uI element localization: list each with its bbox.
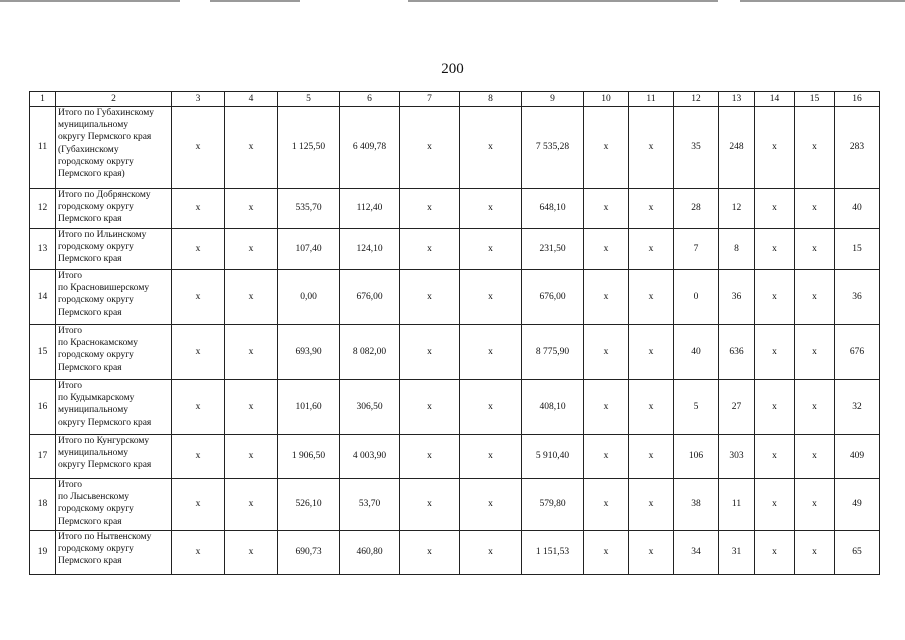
territory-name-line: городскому округу: [58, 504, 134, 515]
value-cell: 5: [674, 380, 719, 435]
value-cell: 12: [719, 189, 755, 229]
territory-name-line: округу Пермского края: [58, 417, 152, 428]
value-cell: x: [225, 325, 278, 380]
value-cell: x: [172, 479, 225, 531]
table-row: [30, 435, 880, 479]
value-cell: 106: [674, 435, 719, 479]
territory-name: [56, 270, 172, 325]
column-header: 3: [172, 92, 225, 107]
scan-edge-line: [740, 0, 905, 2]
value-cell: x: [172, 107, 225, 189]
value-cell: 579,80: [522, 479, 584, 531]
value-cell: x: [795, 325, 835, 380]
table-row: [30, 531, 880, 575]
value-cell: 65: [835, 531, 880, 575]
value-cell: x: [584, 325, 629, 380]
value-cell: 676: [835, 325, 880, 380]
value-cell: 15: [835, 229, 880, 270]
territory-name-line: Пермского края: [58, 254, 122, 265]
value-cell: x: [584, 435, 629, 479]
territory-name-line: Итого: [58, 326, 83, 336]
column-header: 1: [30, 92, 56, 107]
value-cell: 283: [835, 107, 880, 189]
value-cell: 409: [835, 435, 880, 479]
row-number: 16: [30, 380, 56, 435]
value-cell: x: [400, 107, 460, 189]
territory-name-line: по Красновишерскому: [58, 283, 150, 294]
value-cell: 8: [719, 229, 755, 270]
value-cell: x: [172, 531, 225, 575]
value-cell: x: [225, 479, 278, 531]
value-cell: x: [225, 435, 278, 479]
value-cell: 40: [835, 189, 880, 229]
value-cell: x: [460, 107, 522, 189]
value-cell: 303: [719, 435, 755, 479]
territory-name-line: Итого по Кунгурскому: [58, 436, 150, 446]
table-body: [30, 92, 880, 575]
territory-name-line: округу Пермского края: [58, 132, 152, 143]
territory-name-line: Итого по Добрянскому: [58, 190, 151, 200]
value-cell: x: [629, 229, 674, 270]
value-cell: x: [460, 380, 522, 435]
value-cell: 49: [835, 479, 880, 531]
scan-edge-line: [408, 0, 718, 2]
value-cell: x: [400, 479, 460, 531]
value-cell: 34: [674, 531, 719, 575]
value-cell: 8 082,00: [340, 325, 400, 380]
value-cell: 36: [835, 270, 880, 325]
value-cell: x: [755, 325, 795, 380]
table-row: [30, 479, 880, 531]
value-cell: 53,70: [340, 479, 400, 531]
value-cell: x: [172, 325, 225, 380]
table-row: [30, 380, 880, 435]
value-cell: 408,10: [522, 380, 584, 435]
territory-name-line: по Лысьвенскому: [58, 492, 129, 503]
table-row: [30, 270, 880, 325]
table-row: [30, 325, 880, 380]
territory-name: [56, 479, 172, 531]
territory-name-line: Итого: [58, 381, 83, 391]
territory-name-line: городскому округу: [58, 544, 134, 555]
table-row: [30, 107, 880, 189]
value-cell: x: [629, 531, 674, 575]
territory-name-line: городскому округу: [58, 156, 134, 167]
row-number: 19: [30, 531, 56, 575]
value-cell: x: [755, 229, 795, 270]
territory-name-line: муниципальному: [58, 120, 128, 131]
territory-name-line: по Кудымкарскому: [58, 393, 135, 404]
column-header: 14: [755, 92, 795, 107]
header-row: [30, 92, 880, 107]
column-header: 6: [340, 92, 400, 107]
scan-edge-line: [0, 0, 180, 2]
value-cell: x: [584, 189, 629, 229]
value-cell: 636: [719, 325, 755, 380]
value-cell: 248: [719, 107, 755, 189]
territory-name: [56, 229, 172, 270]
value-cell: x: [400, 229, 460, 270]
value-cell: 676,00: [522, 270, 584, 325]
territory-name: [56, 325, 172, 380]
scan-edge-line: [210, 0, 300, 2]
value-cell: x: [225, 380, 278, 435]
value-cell: x: [795, 531, 835, 575]
territory-name-line: по Краснокамскому: [58, 338, 138, 349]
value-cell: 690,73: [278, 531, 340, 575]
value-cell: x: [460, 229, 522, 270]
value-cell: 0,00: [278, 270, 340, 325]
column-header: 16: [835, 92, 880, 107]
territory-name-line: Итого по Нытвенскому: [58, 532, 152, 542]
territory-name: [56, 435, 172, 479]
value-cell: x: [460, 531, 522, 575]
value-cell: x: [584, 107, 629, 189]
column-header: 8: [460, 92, 522, 107]
value-cell: 7: [674, 229, 719, 270]
value-cell: 101,60: [278, 380, 340, 435]
value-cell: x: [795, 479, 835, 531]
value-cell: x: [629, 325, 674, 380]
territory-name-line: городскому округу: [58, 202, 134, 213]
territory-name-line: Пермского края): [58, 169, 125, 180]
value-cell: x: [225, 189, 278, 229]
value-cell: 40: [674, 325, 719, 380]
value-cell: x: [172, 435, 225, 479]
territory-name-line: Пермского края: [58, 214, 122, 225]
value-cell: x: [629, 270, 674, 325]
value-cell: x: [460, 270, 522, 325]
value-cell: 4 003,90: [340, 435, 400, 479]
territory-name-line: городскому округу: [58, 242, 134, 253]
territory-name-line: округу Пермского края: [58, 460, 152, 471]
row-number: 13: [30, 229, 56, 270]
value-cell: x: [584, 380, 629, 435]
value-cell: 1 906,50: [278, 435, 340, 479]
value-cell: 6 409,78: [340, 107, 400, 189]
value-cell: 231,50: [522, 229, 584, 270]
territory-name: [56, 531, 172, 575]
value-cell: x: [460, 189, 522, 229]
value-cell: 36: [719, 270, 755, 325]
value-cell: x: [629, 380, 674, 435]
value-cell: 27: [719, 380, 755, 435]
value-cell: x: [584, 531, 629, 575]
value-cell: 28: [674, 189, 719, 229]
territory-name-line: муниципальному: [58, 448, 128, 459]
value-cell: 1 125,50: [278, 107, 340, 189]
column-header: 13: [719, 92, 755, 107]
value-cell: x: [460, 479, 522, 531]
value-cell: x: [400, 325, 460, 380]
column-header: 9: [522, 92, 584, 107]
row-number: 14: [30, 270, 56, 325]
value-cell: 648,10: [522, 189, 584, 229]
value-cell: 676,00: [340, 270, 400, 325]
value-cell: x: [755, 531, 795, 575]
value-cell: x: [795, 435, 835, 479]
value-cell: 526,10: [278, 479, 340, 531]
row-number: 18: [30, 479, 56, 531]
value-cell: x: [172, 380, 225, 435]
territory-name-line: Итого: [58, 480, 83, 490]
value-cell: 112,40: [340, 189, 400, 229]
value-cell: 107,40: [278, 229, 340, 270]
value-cell: 124,10: [340, 229, 400, 270]
value-cell: 535,70: [278, 189, 340, 229]
territory-name-line: Итого: [58, 271, 83, 281]
value-cell: x: [172, 270, 225, 325]
value-cell: x: [795, 189, 835, 229]
value-cell: x: [795, 229, 835, 270]
value-cell: x: [629, 189, 674, 229]
value-cell: 35: [674, 107, 719, 189]
value-cell: 31: [719, 531, 755, 575]
value-cell: 1 151,53: [522, 531, 584, 575]
row-number: 17: [30, 435, 56, 479]
territory-name: [56, 107, 172, 189]
value-cell: 0: [674, 270, 719, 325]
value-cell: x: [172, 189, 225, 229]
value-cell: x: [225, 270, 278, 325]
value-cell: x: [584, 270, 629, 325]
value-cell: x: [225, 229, 278, 270]
value-cell: x: [400, 380, 460, 435]
column-header: 12: [674, 92, 719, 107]
value-cell: x: [460, 325, 522, 380]
value-cell: x: [460, 435, 522, 479]
value-cell: x: [629, 479, 674, 531]
column-header: 11: [629, 92, 674, 107]
column-header: 4: [225, 92, 278, 107]
value-cell: 7 535,28: [522, 107, 584, 189]
territory-name-line: Пермского края: [58, 307, 122, 318]
territory-name-line: (Губахинскому: [58, 144, 119, 155]
territory-name-line: Пермского края: [58, 362, 122, 373]
column-header: 2: [56, 92, 172, 107]
territory-name-line: городскому округу: [58, 350, 134, 361]
territory-name: [56, 380, 172, 435]
value-cell: x: [755, 189, 795, 229]
column-header: 10: [584, 92, 629, 107]
territory-name-line: Итого по Ильинскому: [58, 230, 147, 240]
value-cell: x: [400, 435, 460, 479]
value-cell: 38: [674, 479, 719, 531]
value-cell: x: [172, 229, 225, 270]
value-cell: x: [225, 531, 278, 575]
value-cell: x: [755, 479, 795, 531]
value-cell: x: [584, 229, 629, 270]
row-number: 11: [30, 107, 56, 189]
row-number: 12: [30, 189, 56, 229]
territory-name-line: городскому округу: [58, 295, 134, 306]
value-cell: 8 775,90: [522, 325, 584, 380]
data-table: [29, 91, 880, 575]
value-cell: x: [400, 531, 460, 575]
territory-name-line: Итого по Губахинскому: [58, 108, 155, 118]
value-cell: x: [755, 380, 795, 435]
value-cell: x: [225, 107, 278, 189]
column-header: 7: [400, 92, 460, 107]
value-cell: x: [755, 107, 795, 189]
row-number: 15: [30, 325, 56, 380]
value-cell: x: [629, 107, 674, 189]
value-cell: x: [400, 189, 460, 229]
value-cell: x: [755, 435, 795, 479]
table-row: [30, 189, 880, 229]
territory-name-line: Пермского края: [58, 516, 122, 527]
value-cell: x: [584, 479, 629, 531]
column-header: 15: [795, 92, 835, 107]
value-cell: x: [795, 270, 835, 325]
territory-name-line: Пермского края: [58, 556, 122, 567]
value-cell: 460,80: [340, 531, 400, 575]
value-cell: x: [400, 270, 460, 325]
value-cell: 11: [719, 479, 755, 531]
column-header: 5: [278, 92, 340, 107]
value-cell: 5 910,40: [522, 435, 584, 479]
value-cell: 693,90: [278, 325, 340, 380]
page-number: 200: [441, 61, 464, 77]
value-cell: x: [795, 107, 835, 189]
value-cell: 306,50: [340, 380, 400, 435]
value-cell: x: [629, 435, 674, 479]
value-cell: x: [755, 270, 795, 325]
value-cell: 32: [835, 380, 880, 435]
territory-name: [56, 189, 172, 229]
territory-name-line: муниципальному: [58, 405, 128, 416]
table-row: [30, 229, 880, 270]
value-cell: x: [795, 380, 835, 435]
